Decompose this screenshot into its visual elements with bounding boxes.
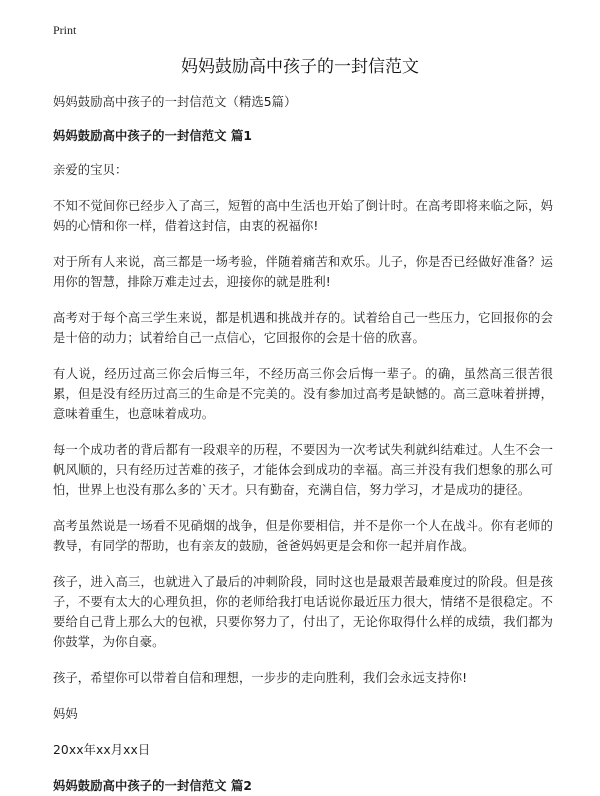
article-subtitle: 妈妈鼓励高中孩子的一封信范文（精选5篇） — [53, 95, 297, 109]
letter-paragraph: 高考虽然说是一场看不见硝烟的战争，但是你要相信，并不是你一个人在战斗。你有老师的教导，有同学的帮助，也有亲友的鼓励，爸爸妈妈更是会和你一起并肩作战。 — [53, 519, 553, 553]
page-title: 妈妈鼓励高中孩子的一封信范文 — [181, 57, 419, 77]
letter-salutation: 亲爱的宝贝： — [53, 163, 128, 177]
letter-paragraph: 对于所有人来说，高三都是一场考验，伴随着痛苦和欢乐。儿子，你是否已经做好准备？运用你的智慧，排除万难走过去，迎接你的就是胜利! — [53, 255, 553, 289]
letter-paragraph: 有人说，经历过高三你会后悔三年，不经历高三你会后悔一辈子。的确，虽然高三很苦很累，但是没有经历过高三的生命是不完美的。没有参加过高考是缺憾的。高三意味着拼搏，意味着重生，也意味着成功。 — [53, 367, 553, 421]
letter-paragraph: 不知不觉间你已经步入了高三，短暂的高中生活也开始了倒计时。在高考即将来临之际，妈妈的心情和你一样，借着这封信，由衷的祝福你! — [53, 199, 553, 233]
letter-date: 20xx年xx月xx日 — [53, 743, 151, 757]
letter-paragraph: 高考对于每个高三学生来说，都是机遇和挑战并存的。试着给自己一些压力，它回报你的会是十倍的动力；试着给自己一点信心，它回报你的会是十倍的欣喜。 — [53, 311, 553, 345]
section-heading-1: 妈妈鼓励高中孩子的一封信范文 篇1 — [53, 129, 252, 143]
letter-paragraph: 每一个成功者的背后都有一段艰辛的历程，不要因为一次考试失利就纠结难过。人生不会一帆风顺的，只有经历过苦难的孩子，才能体会到成功的幸福。高三并没有我们想象的那么可怕，世界上也没有那么多的`天才。只有勤奋，充满自信，努力学习，才是成功的捷径。 — [53, 443, 553, 497]
print-link[interactable]: Print — [53, 23, 77, 37]
article-body — [53, 92, 553, 796]
letter-signature: 妈妈 — [53, 707, 78, 721]
section-heading-2: 妈妈鼓励高中孩子的一封信范文 篇2 — [53, 779, 252, 793]
letter-paragraph: 孩子，希望你可以带着自信和理想，一步步的走向胜利，我们会永远支持你! — [53, 671, 468, 685]
letter-paragraph: 孩子，进入高三，也就进入了最后的冲刺阶段，同时这也是最艰苦最难度过的阶段。但是孩子，不要有太大的心理负担，你的老师给我打电话说你最近压力很大，情绪不是很稳定。不要给自己背上那么大的包袱，只要你努力了，付出了，无论你取得什么样的成绩，我们都为你鼓掌，为你自豪。 — [53, 575, 553, 649]
